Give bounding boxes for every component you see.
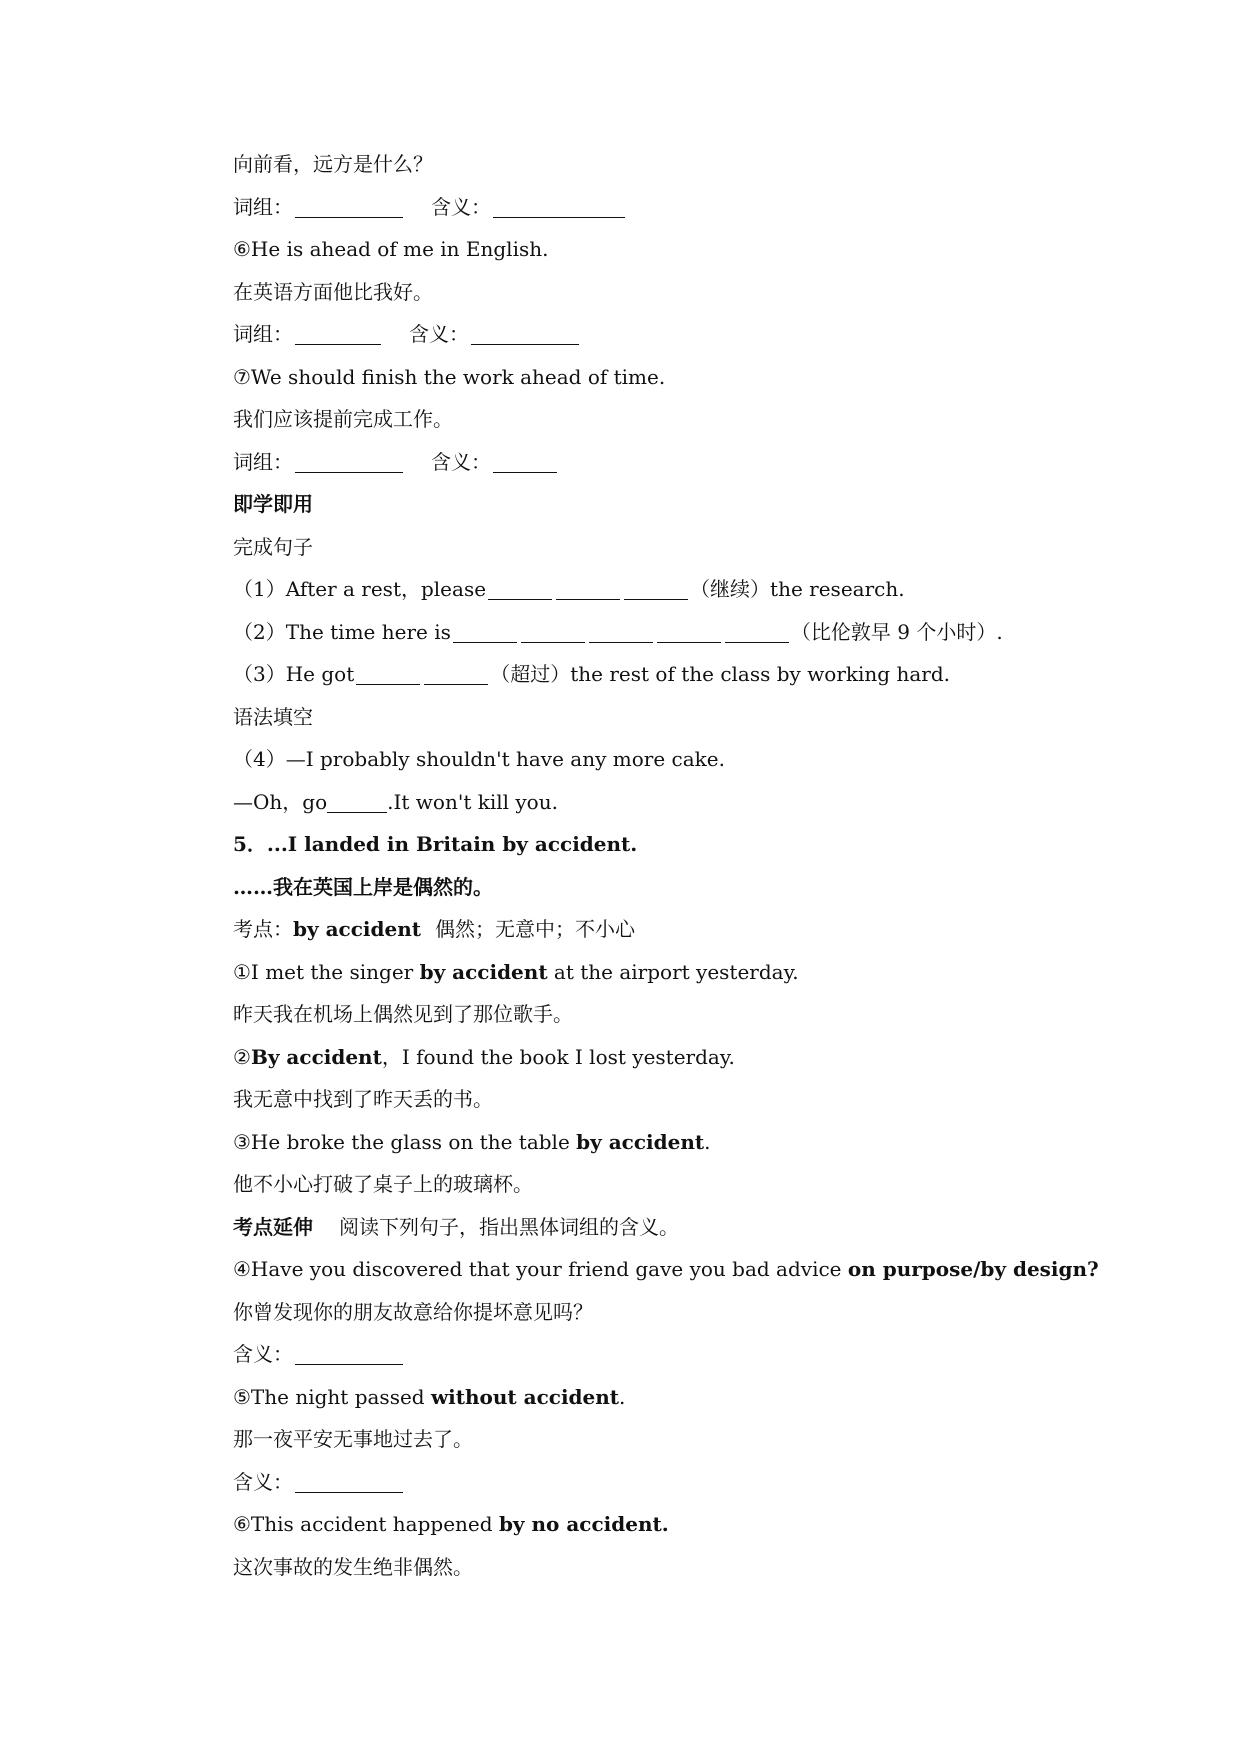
phrase-meaning-line bbox=[233, 193, 627, 221]
exercise-2: （2）The time here is （比伦敦早 9 个小时）. bbox=[233, 620, 1003, 644]
answer-blank[interactable] bbox=[295, 197, 403, 218]
exercise-4-response: —Oh，go .It won't kill you. bbox=[233, 790, 558, 814]
answer-blank[interactable] bbox=[725, 622, 789, 643]
answer-blank[interactable] bbox=[493, 197, 625, 218]
exercise-1: （1）After a rest，please （继续）the research. bbox=[233, 577, 905, 601]
answer-blank[interactable] bbox=[356, 664, 420, 685]
key-phrase: by accident bbox=[293, 917, 421, 941]
meaning-label: 含义： bbox=[233, 1470, 293, 1494]
subsection-heading: 语法填空 bbox=[233, 705, 313, 729]
section-heading: 即学即用 bbox=[233, 492, 313, 516]
meaning-line bbox=[233, 1468, 405, 1496]
example-sentence: ⑥He is ahead of me in English. bbox=[233, 237, 549, 261]
answer-blank[interactable] bbox=[295, 452, 403, 473]
key-point-line: 考点：by accident 偶然；无意中；不小心 bbox=[233, 917, 635, 941]
section-translation: ……我在英国上岸是偶然的。 bbox=[233, 875, 493, 899]
phrase-label: 词组： bbox=[233, 322, 293, 346]
translation-line: 在英语方面他比我好。 bbox=[233, 280, 433, 304]
phrase-label: 词组： bbox=[233, 195, 293, 219]
example-sentence: ⑤The night passed without accident. bbox=[233, 1385, 626, 1409]
answer-blank[interactable] bbox=[424, 664, 488, 685]
answer-blank[interactable] bbox=[295, 1344, 403, 1365]
answer-blank[interactable] bbox=[471, 324, 579, 345]
meaning-label: 含义： bbox=[431, 195, 491, 219]
answer-blank[interactable] bbox=[295, 1472, 403, 1493]
phrase-meaning-line bbox=[233, 320, 581, 348]
example-sentence: ④Have you discovered that your friend gave you bad advice on purpose/by design? bbox=[233, 1257, 1099, 1281]
answer-blank[interactable] bbox=[556, 579, 620, 600]
exercise-4: （4）—I probably shouldn't have any more cake. bbox=[233, 747, 725, 771]
translation-line: 那一夜平安无事地过去了。 bbox=[233, 1427, 473, 1451]
answer-blank[interactable] bbox=[493, 452, 557, 473]
section-heading: 5．...I landed in Britain by accident. bbox=[233, 832, 638, 856]
exercise-3: （3）He got （超过）the rest of the class by working hard. bbox=[233, 662, 950, 686]
phrase-meaning-line bbox=[233, 448, 559, 476]
meaning-label: 含义： bbox=[233, 1342, 293, 1366]
translation-line: 这次事故的发生绝非偶然。 bbox=[233, 1555, 473, 1579]
example-sentence: ⑦We should finish the work ahead of time. bbox=[233, 365, 666, 389]
meaning-label: 含义： bbox=[409, 322, 469, 346]
translation-line: 我无意中找到了昨天丢的书。 bbox=[233, 1087, 493, 1111]
example-sentence: ⑥This accident happened by no accident. bbox=[233, 1512, 669, 1536]
example-sentence: ①I met the singer by accident at the airport yesterday. bbox=[233, 960, 799, 984]
answer-blank[interactable] bbox=[488, 579, 552, 600]
translation-line: 我们应该提前完成工作。 bbox=[233, 407, 453, 431]
answer-blank[interactable] bbox=[589, 622, 653, 643]
phrase-label: 词组： bbox=[233, 450, 293, 474]
text-line: 向前看，远方是什么？ bbox=[233, 152, 433, 176]
answer-blank[interactable] bbox=[657, 622, 721, 643]
meaning-label: 含义： bbox=[431, 450, 491, 474]
translation-line: 你曾发现你的朋友故意给你提坏意见吗？ bbox=[233, 1300, 593, 1324]
example-sentence: ②By accident，I found the book I lost yesterday. bbox=[233, 1045, 735, 1069]
meaning-line bbox=[233, 1340, 405, 1368]
example-sentence: ③He broke the glass on the table by accident. bbox=[233, 1130, 711, 1154]
answer-blank[interactable] bbox=[327, 792, 387, 813]
extension-instruction: 考点延伸 阅读下列句子，指出黑体词组的含义。 bbox=[233, 1215, 679, 1239]
answer-blank[interactable] bbox=[295, 324, 381, 345]
translation-line: 昨天我在机场上偶然见到了那位歌手。 bbox=[233, 1002, 573, 1026]
answer-blank[interactable] bbox=[624, 579, 688, 600]
subsection-heading: 完成句子 bbox=[233, 535, 313, 559]
translation-line: 他不小心打破了桌子上的玻璃杯。 bbox=[233, 1172, 533, 1196]
answer-blank[interactable] bbox=[453, 622, 517, 643]
answer-blank[interactable] bbox=[521, 622, 585, 643]
